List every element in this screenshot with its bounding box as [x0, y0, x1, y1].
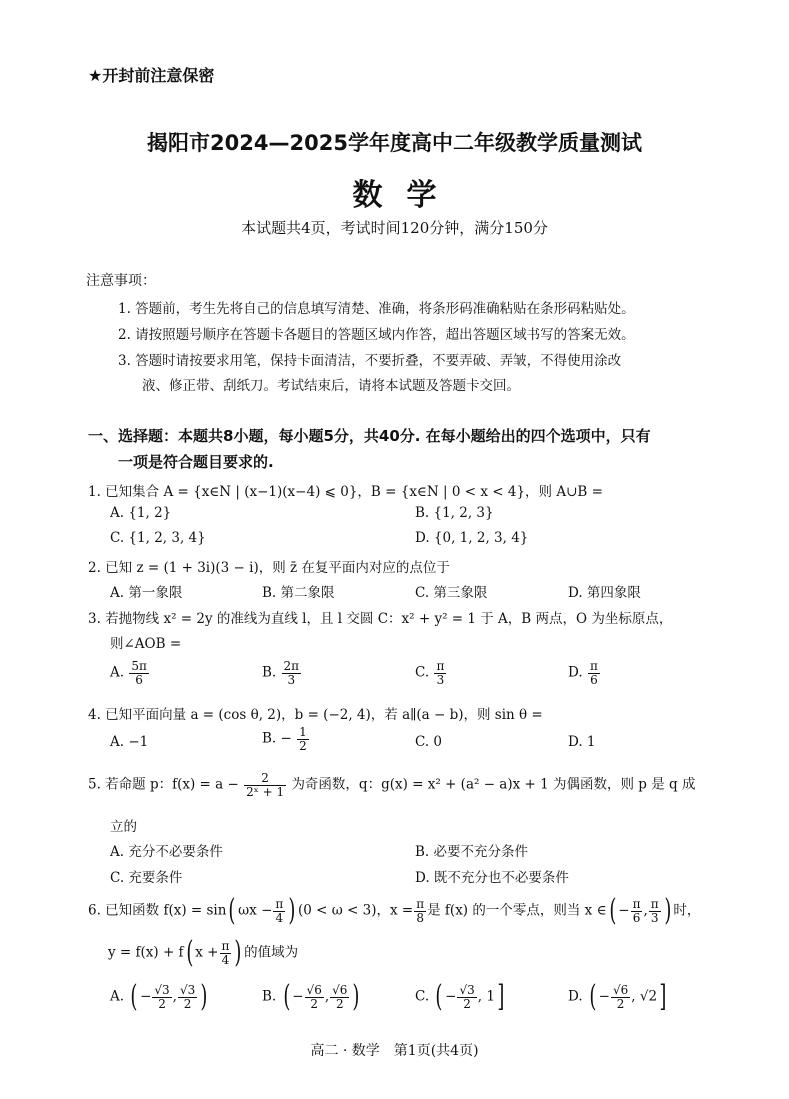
fraction: $\frac{\pi}{3}$ [650, 896, 659, 925]
fraction: $\frac{\pi}{6}$ [589, 659, 598, 687]
question-2-stem: 2. 已知 z = (1 + 3i)(3 − i)，则 z̄ 在复平面内对应的点位于 [88, 560, 450, 576]
question-2-option-c: C. 第三象限 [415, 585, 488, 601]
question-6-stem: 6. 已知函数 f(x) = sin( ωx − $\frac{\pi}{4}$ ) (0 < ω < 3)，x = $\frac{\pi}{8}$ 是 f(x) 的一个零点，则当 x ∈( − $\frac{\pi}{6}$ , $\frac{\pi}{3}$ ) 时， [88, 893, 701, 928]
fraction: $\frac{√3}{2}$ [459, 982, 475, 1011]
question-4-option-c: C. 0 [415, 734, 443, 750]
note-item-3: 3. 答题时请按要求用笔，保持卡面清洁，不要折叠，不要弄破、弄皱，不得使用涂改 [118, 353, 622, 369]
fraction: $\frac{2}{\text{2ˣ + 1}}$ [246, 771, 285, 799]
note-item-3-cont: 液、修正带、刮纸刀。考试结束后，请将本试题及答题卡交回。 [142, 378, 520, 394]
fraction: $\frac{√6}{2}$ [306, 982, 322, 1011]
question-3-option-c: C. $\frac{\pi}{3}$ [415, 659, 445, 687]
fraction: $\frac{5\pi}{6}$ [131, 659, 147, 687]
fraction: $\frac{1}{2}$ [299, 725, 307, 753]
note-item-1: 1. 答题前，考生先将自己的信息填写清楚、准确，将条形码准确粘贴在条形码粘贴处。 [118, 301, 635, 317]
question-2-option-b: B. 第二象限 [262, 585, 335, 601]
question-5-option-b: B. 必要不充分条件 [415, 844, 529, 860]
section-heading-cont: 一项是符合题目要求的. [118, 453, 274, 471]
question-6-stem-cont: y = f(x) + f( x + $\frac{\pi}{4}$ ) 的值域为 [108, 935, 299, 970]
question-6-option-d: D. ( − $\frac{√6}{2}$ , √2] [568, 979, 667, 1014]
question-4-option-a: A. −1 [110, 734, 149, 750]
question-6-option-c: C. ( − $\frac{√3}{2}$ , 1] [415, 979, 505, 1014]
fraction: $\frac{√3}{2}$ [154, 982, 170, 1011]
fraction: $\frac{\pi}{3}$ [436, 659, 445, 687]
subject-title: 数学 [352, 178, 461, 213]
question-1-option-c: C. {1, 2, 3, 4} [110, 530, 206, 546]
page-footer: 高二 · 数学 第1页(共4页) [310, 1043, 479, 1059]
exam-title: 揭阳市2024—2025学年度高中二年级教学质量测试 [147, 131, 642, 155]
question-2-option-d: D. 第四象限 [568, 585, 641, 601]
question-5-stem: 5. 若命题 p：f(x) = a − $\frac{2}{\text{2ˣ + 1}}$ 为奇函数，q：g(x) = x² + (a² − a)x + 1 为偶函数，则 p 是 q 成 [88, 771, 696, 799]
question-4-option-d: D. 1 [568, 734, 596, 750]
fraction: $\frac{\pi}{4}$ [275, 896, 284, 925]
notes-heading: 注意事项： [86, 273, 156, 289]
section-heading: 一、选择题：本题共8小题，每小题5分，共40分. 在每小题给出的四个选项中，只有 [88, 427, 651, 445]
confidential-mark: ★开封前注意保密 [88, 66, 215, 85]
question-5-stem-cont: 立的 [110, 819, 137, 835]
question-3-option-a: A. $\frac{5\pi}{6}$ [110, 659, 147, 687]
question-6-option-b: B. ( − $\frac{√6}{2}$ , $\frac{√6}{2}$ ) [262, 979, 360, 1014]
question-5-option-d: D. 既不充分也不必要条件 [415, 870, 569, 886]
question-3-option-b: B. $\frac{2\pi}{3}$ [262, 659, 300, 687]
fraction: $\frac{√3}{2}$ [179, 982, 196, 1011]
question-3-stem-cont: 则∠AOB = [110, 636, 182, 652]
fraction: $\frac{\pi}{4}$ [221, 938, 230, 967]
fraction: $\frac{√6}{2}$ [332, 982, 348, 1011]
fraction: $\frac{\pi}{6}$ [632, 896, 641, 925]
exam-info: 本试题共4页，考试时间120分钟，满分150分 [241, 219, 548, 237]
fraction: $\frac{2\pi}{3}$ [283, 659, 300, 687]
question-5-option-a: A. 充分不必要条件 [110, 844, 223, 860]
question-4-stem: 4. 已知平面向量 a = (cos θ, 2)，b = (−2, 4)，若 a∥(a − b)，则 sin θ = [88, 707, 543, 723]
question-1-option-a: A. {1, 2} [110, 505, 172, 521]
question-1-option-d: D. {0, 1, 2, 3, 4} [415, 530, 529, 546]
question-3-option-d: D. $\frac{\pi}{6}$ [568, 659, 598, 687]
question-4-option-b: B. − $\frac{1}{2}$ [262, 725, 307, 753]
question-1-stem: 1. 已知集合 A = {x∈N | (x−1)(x−4) ⩽ 0}，B = {x∈N | 0 < x < 4}，则 A∪B = [88, 484, 603, 500]
note-item-2: 2. 请按照题号顺序在答题卡各题目的答题区域内作答，超出答题区域书写的答案无效。 [118, 327, 635, 343]
question-3-stem: 3. 若抛物线 x² = 2y 的准线为直线 l，且 l 交圆 C：x² + y² = 1 于 A，B 两点，O 为坐标原点， [88, 611, 673, 627]
question-5-option-c: C. 充要条件 [110, 870, 183, 886]
question-2-option-a: A. 第一象限 [110, 585, 183, 601]
question-6-option-a: A. ( − $\frac{√3}{2}$ , $\frac{√3}{2}$ ) [110, 979, 208, 1014]
fraction: $\frac{√6}{2}$ [612, 982, 629, 1011]
fraction: $\frac{\pi}{8}$ [416, 896, 425, 925]
question-1-option-b: B. {1, 2, 3} [415, 505, 494, 521]
